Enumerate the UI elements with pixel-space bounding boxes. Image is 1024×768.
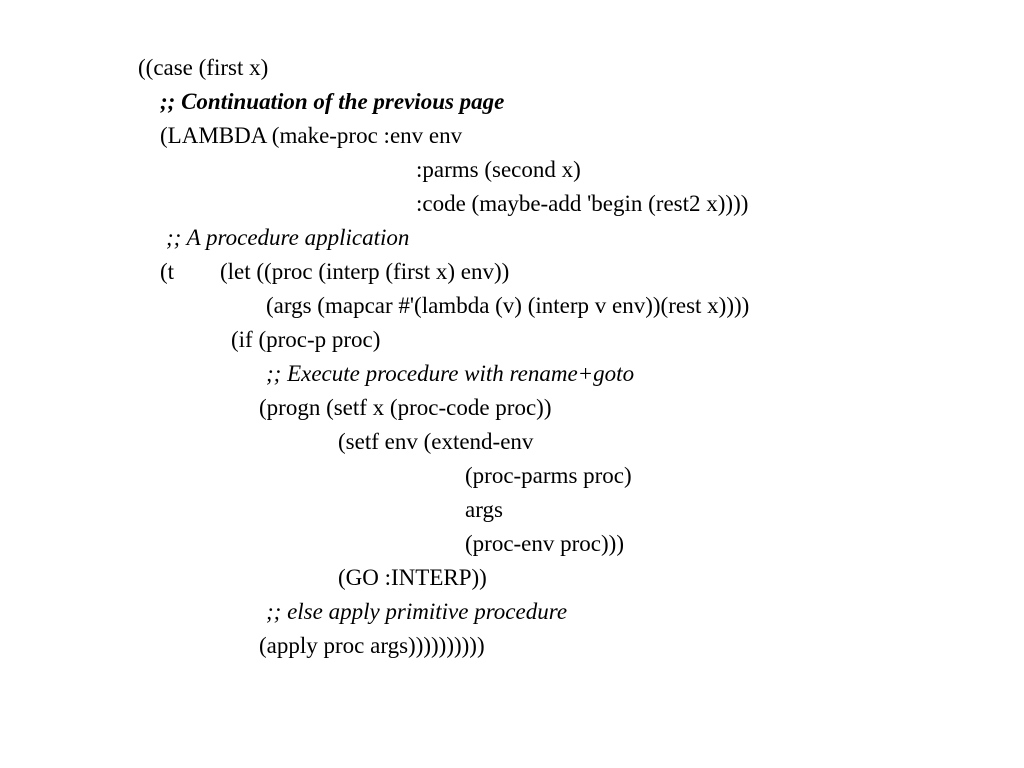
comment-else-apply: ;; else apply primitive procedure (266, 599, 568, 624)
code-line-progn: (progn (setf x (proc-code proc)) (259, 395, 552, 420)
comment-execute-procedure: ;; Execute procedure with rename+goto (266, 361, 635, 386)
code-line-proc-env: (proc-env proc))) (465, 531, 624, 556)
code-line-lambda: (LAMBDA (make-proc :env env (160, 123, 463, 148)
comment-procedure-application: ;; A procedure application (166, 225, 410, 250)
code-line-args: (args (mapcar #'(lambda (v) (interp v env))(rest x)))) (266, 293, 750, 318)
code-line-apply: (apply proc args)))))))))) (259, 633, 485, 658)
code-line-if: (if (proc-p proc) (231, 327, 381, 352)
code-line-setf-env: (setf env (extend-env (338, 429, 534, 454)
code-line-case: ((case (first x) (138, 55, 269, 80)
code-line-proc-parms: (proc-parms proc) (465, 463, 632, 488)
code-line-args-arg: args (465, 497, 503, 522)
code-line-parms: :parms (second x) (416, 157, 581, 182)
code-line-t: (t (160, 259, 175, 284)
comment-continuation: ;; Continuation of the previous page (160, 89, 505, 114)
code-line-code: :code (maybe-add 'begin (rest2 x)))) (416, 191, 749, 216)
code-line-let: (let ((proc (interp (first x) env)) (220, 259, 510, 284)
code-line-go: (GO :INTERP)) (338, 565, 487, 590)
